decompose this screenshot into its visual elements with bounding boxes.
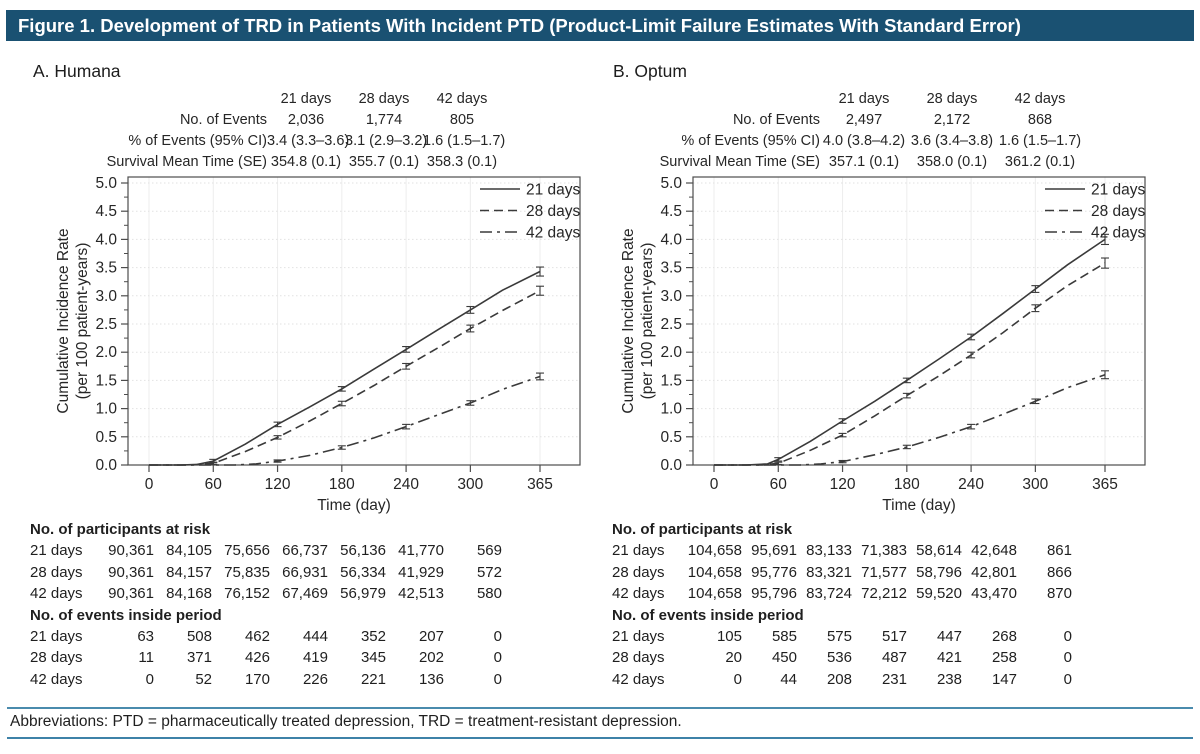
stats-value: 1.6 (1.5–1.7): [998, 133, 1082, 149]
risk-row-label: 42 days: [30, 670, 83, 688]
x-tick-label: 300: [1022, 476, 1049, 493]
events-value: 238: [936, 670, 962, 688]
events-value: 0: [493, 628, 502, 646]
figure-title-bar: [6, 10, 1194, 41]
participants-value: 104,658: [687, 585, 742, 603]
legend-label: 28 days: [1091, 203, 1146, 220]
events-value: 202: [418, 649, 444, 667]
stats-value: 3.4 (3.3–3.6): [267, 133, 350, 149]
events-value: 170: [244, 670, 270, 688]
events-inside-period-title: No. of events inside period: [30, 606, 222, 624]
panel-b-label: B. Optum: [613, 61, 687, 81]
y-tick-label: 0.0: [95, 457, 117, 474]
stats-row-label: No. of Events: [732, 112, 820, 128]
participants-value: 67,469: [282, 585, 328, 603]
y-tick-label: 4.5: [660, 203, 682, 221]
y-tick-label: 3.5: [660, 259, 682, 277]
events-row: [30, 647, 502, 668]
stats-header-spacer: [20, 89, 267, 110]
stats-header-row: [20, 89, 501, 110]
participants-value: 866: [1046, 563, 1072, 581]
x-tick-label: 0: [709, 476, 719, 493]
legend-label: 42 days: [1091, 224, 1146, 242]
participants-value: 41,929: [398, 563, 444, 581]
participants-value: 95,796: [751, 585, 797, 603]
events-value: 207: [418, 628, 444, 646]
y-tick-label: 1.0: [660, 400, 682, 418]
events-value: 352: [360, 628, 386, 646]
events-value: 231: [881, 670, 907, 688]
events-value: 508: [186, 628, 212, 646]
events-value: 105: [716, 628, 742, 646]
y-tick-label: 0.5: [95, 428, 117, 446]
plot-border: [128, 177, 580, 465]
panel-b-chart: [585, 176, 1160, 516]
y-tick-label: 2.5: [95, 316, 117, 333]
events-value: 136: [418, 670, 444, 688]
stats-column-header: 42 days: [436, 91, 488, 107]
events-value: 450: [771, 649, 797, 667]
stats-value: 2,172: [933, 112, 971, 128]
participants-value: 861: [1046, 542, 1072, 560]
y-axis-title-line2: (per 100 patient-years): [639, 242, 656, 400]
stats-column-header: 28 days: [358, 91, 410, 107]
footer-rule-top: [7, 707, 1193, 709]
plot-border: [693, 177, 1145, 465]
stats-row-label: % of Events (95% CI): [128, 133, 267, 149]
stats-value: 805: [449, 112, 475, 128]
events-value: 226: [302, 670, 328, 688]
stats-row-label: % of Events (95% CI): [681, 133, 820, 149]
y-tick-label: 0.5: [660, 428, 682, 446]
y-tick-label: 1.5: [660, 372, 682, 390]
risk-row-label: 21 days: [30, 628, 83, 646]
participants-at-risk-title: No. of participants at risk: [612, 521, 793, 538]
stats-row-label: Survival Mean Time (SE): [659, 154, 820, 170]
participants-row: [612, 583, 1072, 604]
stats-header-spacer: [602, 89, 820, 110]
x-tick-label: 180: [893, 476, 920, 493]
panel-a-chart: [20, 176, 595, 516]
x-tick-label: 180: [328, 476, 355, 493]
x-tick-label: 120: [829, 476, 856, 493]
events-value: 20: [725, 649, 742, 667]
risk-row-label: 21 days: [612, 542, 665, 560]
stats-row: [602, 131, 1084, 152]
stats-value: 2,497: [845, 112, 883, 128]
stats-header-row: [602, 89, 1084, 110]
legend-label: 42 days: [526, 224, 581, 242]
x-tick-label: 60: [769, 476, 787, 493]
participants-value: 75,835: [224, 563, 270, 581]
participants-value: 56,136: [340, 542, 386, 560]
risk-row-label: 42 days: [612, 670, 665, 688]
stats-row: [20, 131, 506, 152]
stats-value: 354.8 (0.1): [270, 154, 342, 170]
stats-value: 4.0 (3.8–4.2): [822, 133, 906, 149]
stats-row: [602, 152, 1084, 173]
events-value: 258: [991, 649, 1017, 667]
stats-column-header: 21 days: [280, 91, 332, 107]
participants-value: 66,737: [282, 542, 328, 560]
y-tick-label: 1.5: [95, 372, 117, 390]
participants-value: 90,361: [108, 563, 154, 581]
participants-value: 95,776: [751, 563, 797, 581]
series-curve-42-days: [714, 375, 1105, 465]
y-tick-label: 2.5: [660, 316, 682, 333]
events-value: 208: [826, 670, 852, 688]
stats-column-header: 21 days: [838, 91, 890, 107]
participants-value: 95,691: [751, 542, 797, 560]
y-tick-label: 3.0: [95, 287, 117, 305]
events-value: 421: [936, 649, 962, 667]
panel-a-label: A. Humana: [33, 61, 121, 81]
events-value: 462: [244, 628, 270, 646]
participants-value: 71,383: [861, 542, 907, 560]
panel-a-stats-table: [20, 89, 506, 173]
participants-value: 59,520: [916, 585, 962, 603]
x-axis-title: Time (day): [317, 497, 391, 514]
risk-row-label: 28 days: [612, 563, 665, 581]
risk-row-label: 21 days: [30, 542, 83, 560]
participants-value: 42,801: [971, 563, 1017, 581]
x-tick-label: 365: [1092, 476, 1118, 493]
y-tick-label: 2.0: [95, 344, 117, 362]
y-tick-label: 3.5: [95, 259, 117, 277]
stats-row: [602, 110, 1084, 131]
events-value: 426: [244, 649, 270, 667]
events-value: 0: [493, 670, 502, 688]
stats-value: 3.1 (2.9–3.2): [345, 133, 428, 149]
events-value: 575: [826, 628, 852, 646]
participants-row: [30, 562, 502, 583]
participants-value: 58,614: [916, 542, 962, 560]
stats-value: 3.6 (3.4–3.8): [910, 133, 994, 149]
events-value: 371: [186, 649, 212, 667]
participants-row: [30, 583, 502, 604]
y-tick-label: 4.5: [95, 203, 117, 221]
events-row: [30, 669, 502, 690]
stats-column-header: 42 days: [1014, 91, 1066, 107]
events-value: 221: [360, 670, 386, 688]
events-value: 52: [195, 670, 212, 688]
participants-value: 569: [476, 542, 502, 560]
y-axis-title-line1: Cumulative Incidence Rate: [55, 228, 72, 414]
participants-value: 84,105: [166, 542, 212, 560]
x-tick-label: 300: [457, 476, 484, 493]
stats-column-header: 28 days: [926, 91, 978, 107]
events-value: 536: [826, 649, 852, 667]
series-curve-28-days: [714, 263, 1105, 465]
participants-value: 58,796: [916, 563, 962, 581]
events-value: 44: [780, 670, 797, 688]
events-value: 517: [881, 628, 907, 646]
participants-value: 104,658: [687, 542, 742, 560]
risk-row-label: 28 days: [30, 563, 83, 581]
events-value: 447: [936, 628, 962, 646]
x-tick-label: 240: [393, 476, 420, 493]
y-tick-label: 2.0: [660, 344, 682, 362]
footer-rule-bottom: [7, 737, 1193, 739]
participants-value: 42,513: [398, 585, 444, 603]
participants-value: 572: [476, 563, 502, 581]
events-value: 0: [1063, 628, 1072, 646]
events-value: 487: [881, 649, 907, 667]
series-curve-42-days: [149, 377, 540, 466]
events-value: 444: [302, 628, 328, 646]
participants-row: [612, 562, 1072, 583]
participants-at-risk-title: No. of participants at risk: [30, 521, 211, 538]
stats-value: 2,036: [287, 112, 325, 128]
participants-value: 83,321: [806, 563, 852, 581]
stats-value: 355.7 (0.1): [348, 154, 420, 170]
events-value: 345: [360, 649, 386, 667]
y-tick-label: 3.0: [660, 287, 682, 305]
participants-value: 42,648: [971, 542, 1017, 560]
legend-label: 28 days: [526, 203, 581, 220]
y-tick-label: 0.0: [660, 457, 682, 474]
x-axis-title: Time (day): [882, 497, 956, 514]
x-tick-label: 365: [527, 476, 553, 493]
participants-value: 870: [1046, 585, 1072, 603]
risk-row-label: 42 days: [612, 585, 665, 603]
events-row: [612, 626, 1072, 647]
x-tick-label: 60: [204, 476, 222, 493]
x-tick-label: 120: [264, 476, 291, 493]
legend-label: 21 days: [526, 181, 581, 199]
y-axis-title-line1: Cumulative Incidence Rate: [620, 228, 637, 414]
risk-row-label: 21 days: [612, 628, 665, 646]
stats-row-label: Survival Mean Time (SE): [106, 154, 267, 170]
panel-b-risk-table: [612, 519, 1072, 690]
participants-value: 56,979: [340, 585, 386, 603]
participants-value: 84,157: [166, 563, 212, 581]
participants-value: 90,361: [108, 542, 154, 560]
stats-value: 868: [1027, 112, 1053, 128]
participants-value: 66,931: [282, 563, 328, 581]
events-inside-period-title: No. of events inside period: [612, 606, 804, 624]
participants-value: 41,770: [398, 542, 444, 560]
participants-value: 90,361: [108, 585, 154, 603]
risk-row-label: 28 days: [30, 649, 83, 667]
risk-row-label: 28 days: [612, 649, 665, 667]
events-value: 585: [771, 628, 797, 646]
events-value: 0: [1063, 649, 1072, 667]
y-tick-label: 1.0: [95, 400, 117, 418]
participants-value: 56,334: [340, 563, 386, 581]
participants-value: 83,133: [806, 542, 852, 560]
panel-a-risk-table: [30, 519, 502, 690]
series-curve-21-days: [149, 272, 540, 466]
events-row: [612, 647, 1072, 668]
participants-value: 104,658: [687, 563, 742, 581]
stats-value: 357.1 (0.1): [828, 154, 900, 170]
stats-value: 1.6 (1.5–1.7): [423, 133, 506, 149]
participants-value: 580: [476, 585, 502, 603]
y-tick-label: 5.0: [660, 176, 682, 192]
panel-b-stats-table: [602, 89, 1084, 173]
figure-title: Figure 1. Development of TRD in Patients With Incident PTD (Product-Limit Failure Estimates With Standard Error): [18, 15, 1021, 36]
events-value: 0: [1063, 670, 1072, 688]
stats-value: 358.3 (0.1): [426, 154, 498, 170]
stats-value: 358.0 (0.1): [916, 154, 988, 170]
events-value: 0: [145, 670, 154, 688]
participants-value: 84,168: [166, 585, 212, 603]
events-value: 147: [991, 670, 1017, 688]
stats-value: 1,774: [365, 112, 403, 128]
events-value: 268: [991, 628, 1017, 646]
series-curve-28-days: [149, 291, 540, 465]
x-tick-label: 0: [144, 476, 154, 493]
events-value: 63: [137, 628, 154, 646]
events-value: 0: [733, 670, 742, 688]
risk-row-label: 42 days: [30, 585, 83, 603]
participants-row: [30, 540, 502, 561]
participants-value: 83,724: [806, 585, 852, 603]
participants-value: 76,152: [224, 585, 270, 603]
events-value: 11: [138, 649, 154, 667]
y-axis-title-line2: (per 100 patient-years): [74, 242, 91, 400]
events-row: [612, 669, 1072, 690]
events-value: 419: [302, 649, 328, 667]
stats-row: [20, 110, 501, 131]
y-tick-label: 4.0: [95, 231, 117, 249]
legend-label: 21 days: [1091, 181, 1146, 199]
abbreviations-text: Abbreviations: PTD = pharmaceutically treated depression, TRD = treatment-resistant depression.: [10, 713, 682, 730]
participants-value: 71,577: [861, 563, 907, 581]
participants-value: 72,212: [861, 585, 907, 603]
stats-row: [20, 152, 501, 173]
participants-row: [612, 540, 1072, 561]
participants-value: 43,470: [971, 585, 1017, 603]
y-tick-label: 5.0: [95, 176, 117, 192]
x-tick-label: 240: [958, 476, 985, 493]
stats-row-label: No. of Events: [179, 112, 267, 128]
participants-value: 75,656: [224, 542, 270, 560]
events-value: 0: [493, 649, 502, 667]
events-row: [30, 626, 502, 647]
y-tick-label: 4.0: [660, 231, 682, 249]
stats-value: 361.2 (0.1): [1004, 154, 1076, 170]
